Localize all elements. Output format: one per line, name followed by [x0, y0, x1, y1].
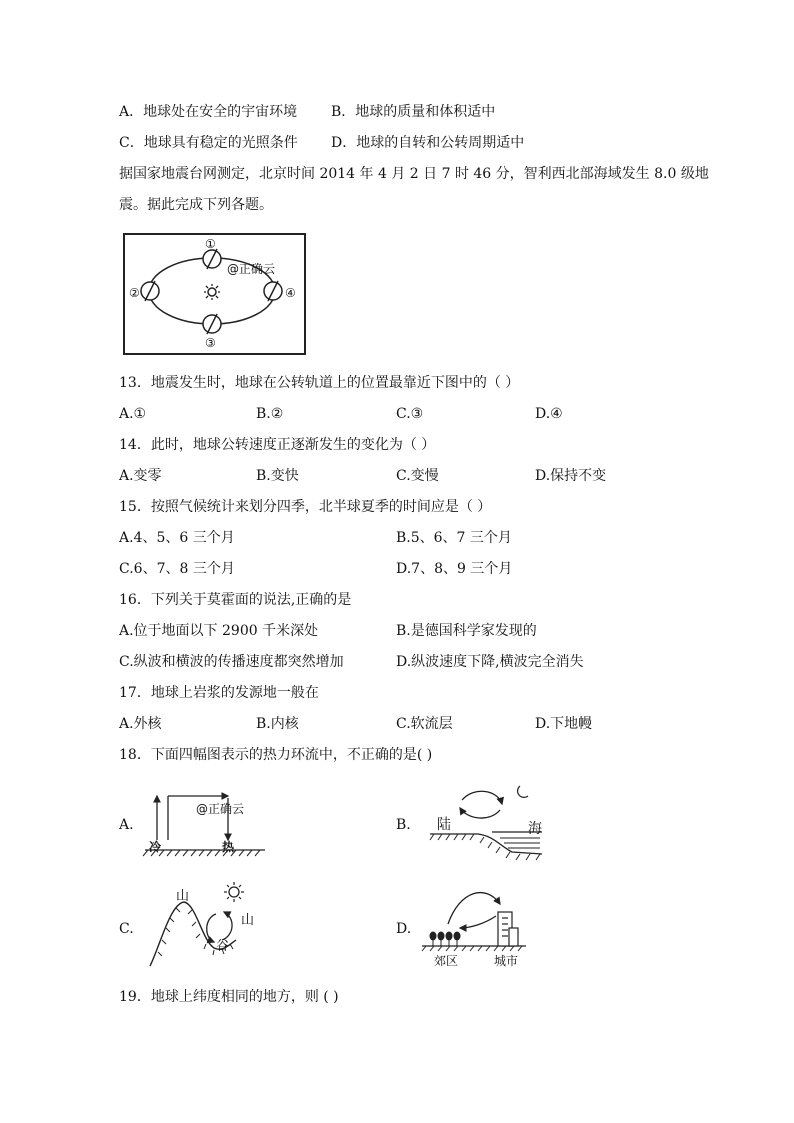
figure-c-label: C. [119, 921, 134, 937]
earth-position-2 [141, 281, 159, 301]
sun-icon [204, 284, 220, 300]
q16-option-a: A.位于地面以下 2900 千米深处 [119, 623, 319, 639]
q14-option-d: D.保持不变 [535, 468, 607, 484]
question-16-stem: 16．下列关于莫霍面的说法,正确的是 [119, 592, 352, 608]
q16-option-d: D.纵波速度下降,横波完全消失 [396, 654, 584, 670]
q17-option-a: A.外核 [119, 716, 162, 732]
orbit-watermark: @正确云 [227, 262, 276, 276]
question-14-stem: 14．此时，地球公转速度正逐渐发生的变化为（ ） [119, 437, 436, 453]
building-icon [498, 912, 518, 946]
question-15-stem: 15．按照气候统计来划分四季，北半球夏季的时间应是（ ） [119, 499, 492, 515]
passage-line-1: 据国家地震台网测定，北京时间 2014 年 4 月 2 日 7 时 46 分，智利西北部海域发生 8.0 级地 [119, 166, 709, 182]
earth-position-3 [203, 314, 221, 334]
passage-line-2: 震。据此完成下列各题。 [119, 197, 273, 213]
q14-option-a: A.变零 [119, 468, 162, 484]
figure-a-hot-label: 热 [222, 840, 235, 854]
question-18-stem: 18．下面四幅图表示的热力环流中，不正确的是( ) [119, 747, 433, 763]
question-13-stem: 13．地震发生时，地球在公转轨道上的位置最靠近下图中的（ ） [119, 375, 520, 391]
figure-b-label: B. [396, 817, 411, 833]
intro-option-b: B．地球的质量和体积适中 [331, 104, 496, 120]
figure-d-city-label: 城市 [494, 954, 519, 968]
q14-option-b: B.变快 [256, 468, 299, 484]
q17-option-c: C.软流层 [396, 716, 453, 732]
tree-icon [430, 932, 460, 946]
figure-a-watermark: @正确云 [196, 802, 245, 816]
figure-b-land-label: 陆 [437, 817, 451, 833]
q16-option-b: B.是德国科学家发现的 [396, 623, 537, 639]
figure-c-mountain-left: 山 [176, 889, 190, 904]
figure-c-valley: 谷 [216, 939, 230, 954]
figure-c-mountain-right: 山 [241, 913, 255, 928]
figure-a-cold-label: 冷 [149, 840, 162, 854]
q17-option-b: B.内核 [256, 716, 299, 732]
q13-option-c: C.③ [396, 406, 424, 422]
q15-option-b: B.5、6、7 三个月 [396, 530, 512, 546]
q13-option-b: B.② [256, 406, 284, 422]
figure-b-sea-label: 海 [528, 821, 542, 837]
q15-option-d: D.7、8、9 三个月 [396, 561, 513, 577]
q16-option-c: C.纵波和横波的传播速度都突然增加 [119, 654, 344, 670]
q13-option-a: A.① [119, 406, 147, 422]
q13-option-d: D.④ [535, 406, 563, 422]
orbit-label-4: ④ [285, 286, 296, 300]
orbit-label-2: ② [129, 286, 140, 300]
moon-icon [518, 786, 528, 797]
figure-d-suburb-label: 郊区 [434, 954, 459, 968]
intro-option-d: D．地球的自转和公转周期适中 [331, 135, 525, 151]
figure-a-label: A. [119, 817, 134, 833]
question-17-stem: 17．地球上岩浆的发源地一般在 [119, 685, 319, 701]
orbit-label-1: ① [205, 237, 216, 251]
q14-option-c: C.变慢 [396, 468, 439, 484]
intro-option-a: A．地球处在安全的宇宙环境 [119, 104, 298, 120]
q15-option-c: C.6、7、8 三个月 [119, 561, 235, 577]
q17-option-d: D.下地幔 [535, 716, 593, 732]
question-19-stem: 19．地球上纬度相同的地方，则 ( ) [119, 989, 339, 1005]
figure-d-label: D. [396, 921, 412, 937]
figure-d-diagram [420, 872, 530, 952]
q15-option-a: A.4、5、6 三个月 [119, 530, 235, 546]
earth-position-4 [264, 281, 282, 301]
sun-icon [224, 882, 244, 902]
intro-option-c: C．地球具有稳定的光照条件 [119, 135, 298, 151]
orbit-label-3: ③ [205, 336, 216, 350]
